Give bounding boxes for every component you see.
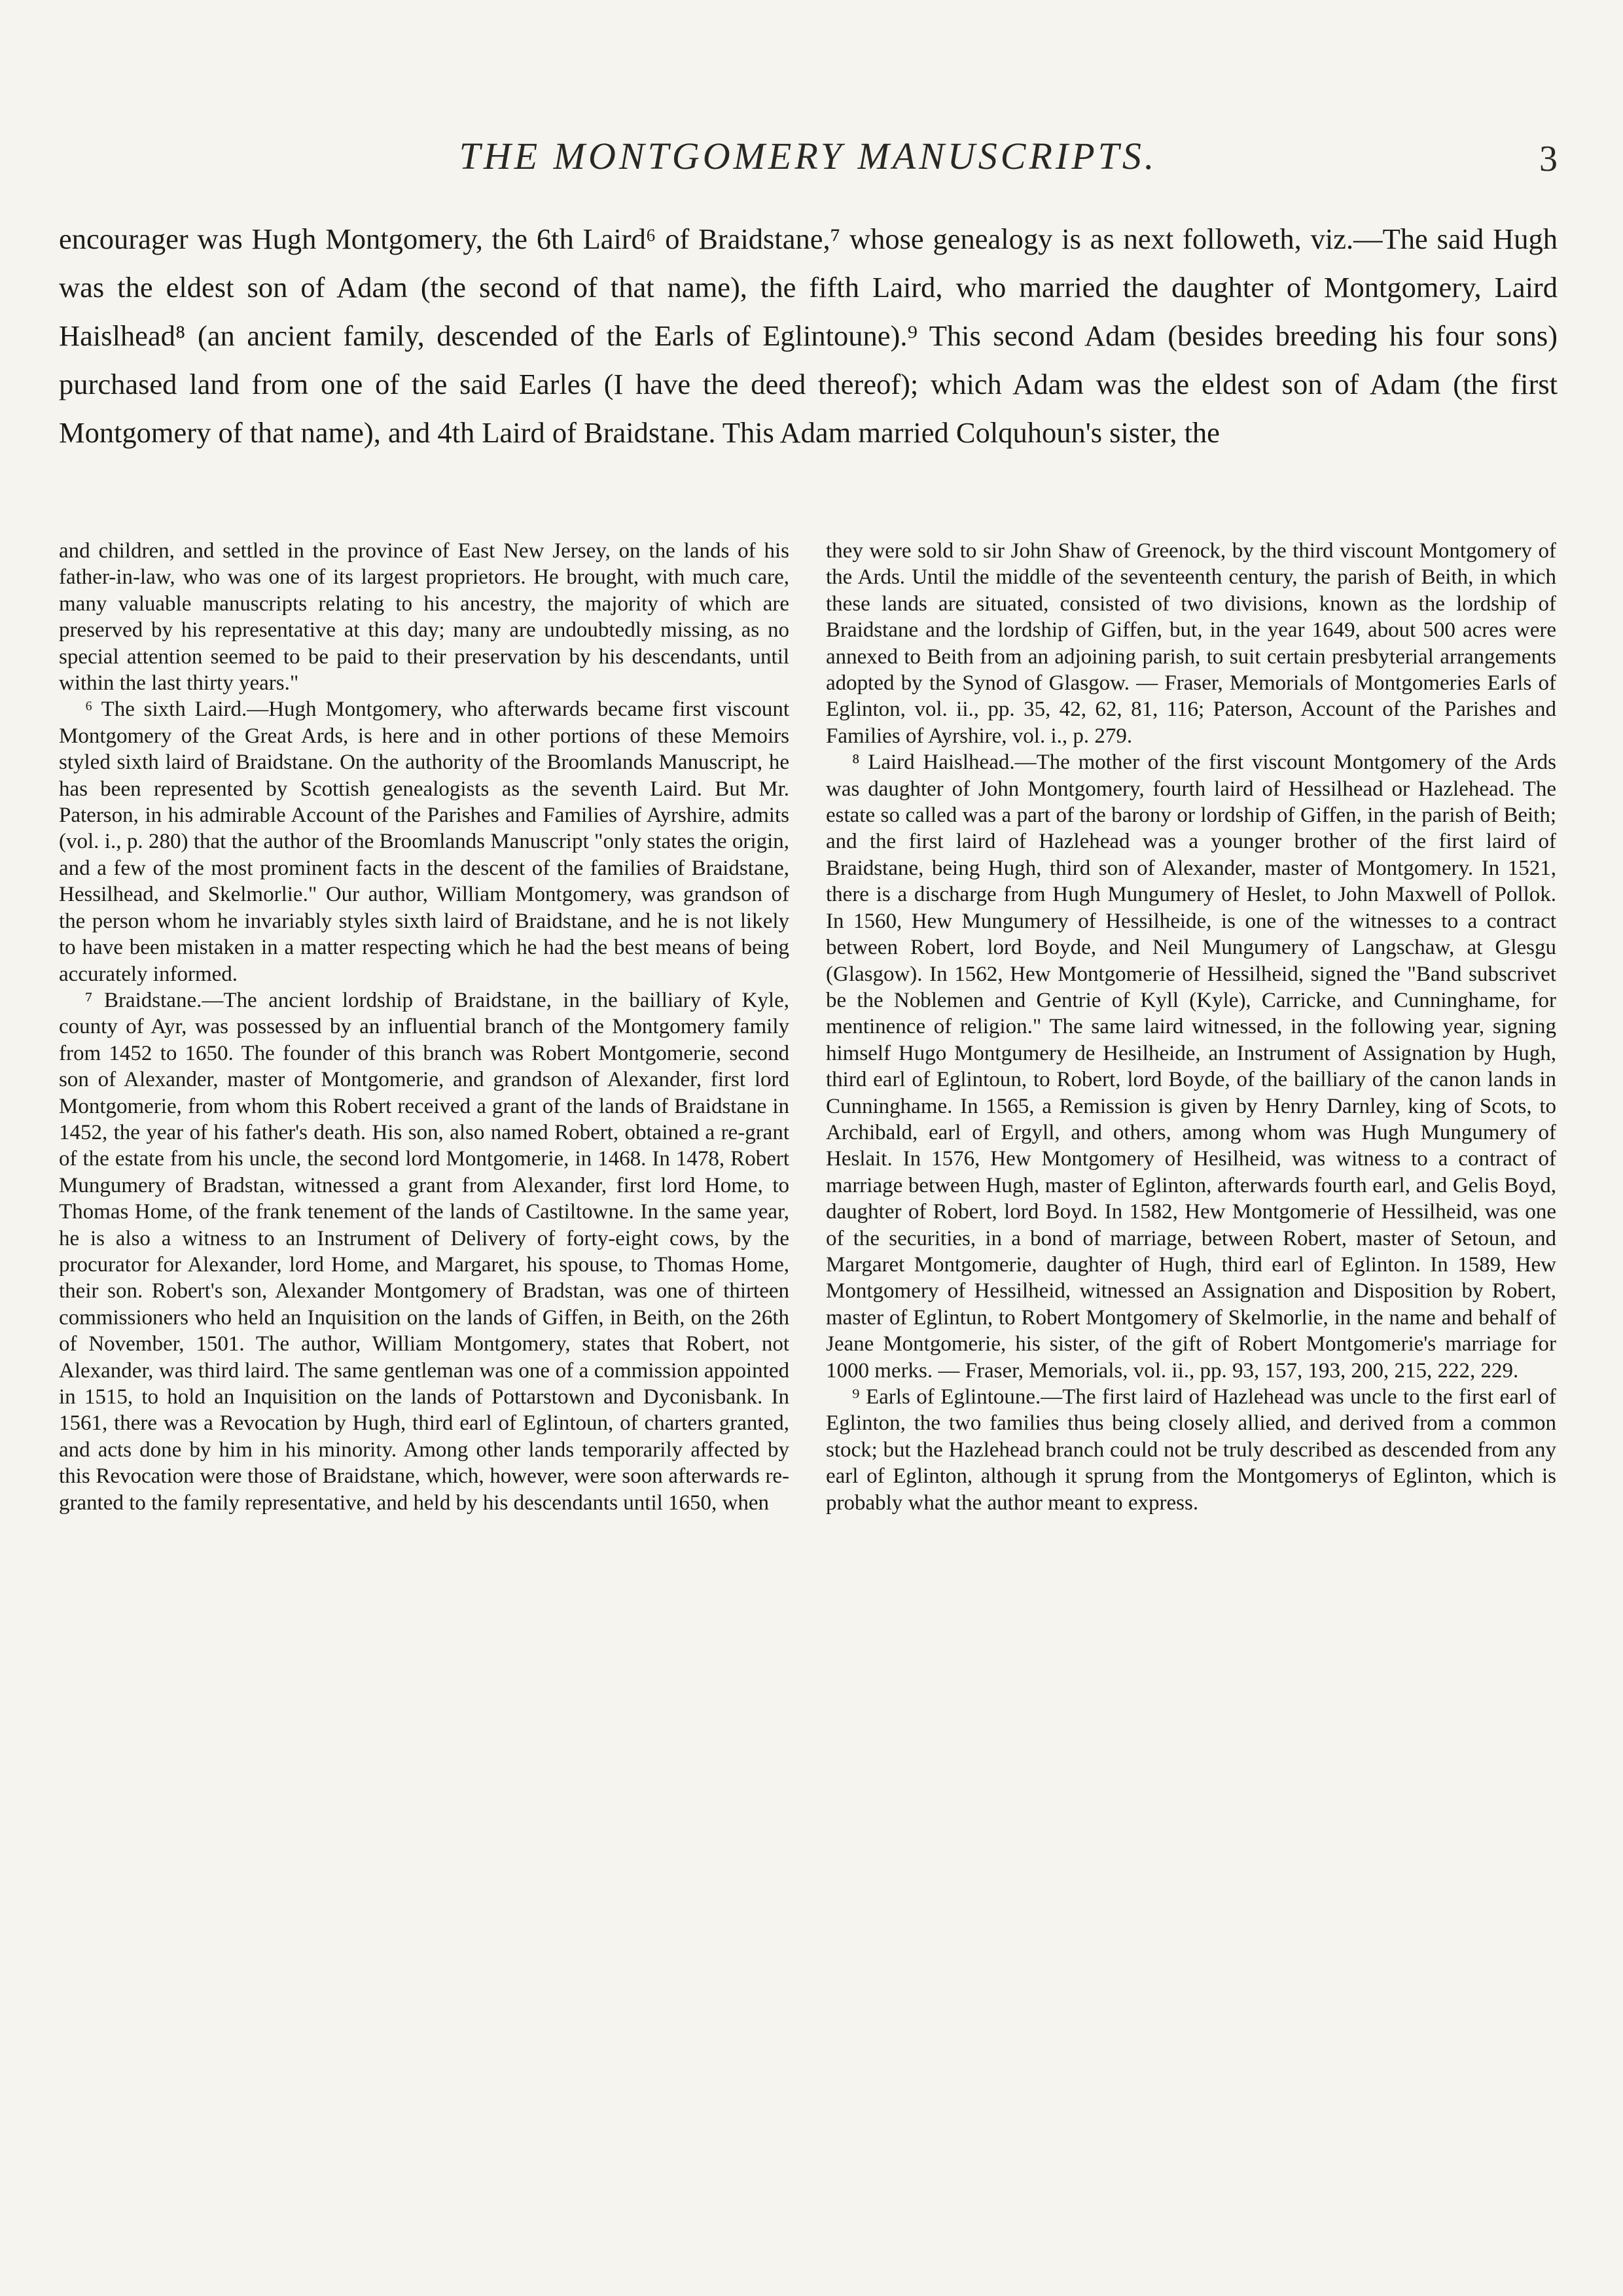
- footnote-8: ⁸ Laird Haislhead.—The mother of the first viscount Montgomery of the Ards was daughter of John Montgomery, fourth laird of Hessilhead or Hazlehead. The estate so called was a part of the barony or lordship of Giffen, in the parish of Beith; and the first laird of Hazlehead was a younger brother of the first laird of Braidstane, being Hugh, third son of Alexander, master of Montgomery. In 1521, there is a discharge from Hugh Mungumery of Heslet, to John Maxwell of Pollok. In 1560, Hew Mungumery of Hessilheide, is one of the witnesses to a contract between Robert, lord Boyde, and Neil Mungumery of Langschaw, at Glesgu (Glasgow). In 1562, Hew Montgomerie of Hessilheid, signed the "Band subscrivet be the Noblemen and Gentrie of Kyll (Kyle), Carricke, and Cunninghame, for mentinence of religion." The same laird witnessed, in the following year, signing himself Hugo Montgumery de Hesilheide, an Instrument of Assignation by Hugh, third earl of Eglintoun, to Robert, lord Boyde, of the bailliary of the canon lands in Cunninghame. In 1565, a Remission is given by Henry Darnley, king of Scots, to Archibald, earl of Ergyll, and others, among whom was Hugh Mungumery of Heslait. In 1576, Hew Montgomery of Hesilheid, was witness to a contract of marriage between Hugh, master of Eglinton, afterwards fourth earl, and Gelis Boyd, daughter of Robert, lord Boyd. In 1582, Hew Montgomerie of Hessilheid, was one of the securities, in a bond of marriage, between Robert, master of Setoun, and Margaret Montgomerie, daughter of Hugh, third earl of Eglinton. In 1589, Hew Montgomery of Hessilheid, witnessed an Assignation and Disposition by Robert, master of Eglintun, to Robert Montgomery of Skelmorlie, in the name and behalf of Jeane Montgomerie, his sister, of the gift of Robert Montgomerie's marriage for 1000 merks. — Fraser, Memorials, vol. ii., pp. 93, 157, 193, 200, 215, 222, 229.: [826, 751, 1556, 1383]
- page-number: 3: [1539, 139, 1558, 179]
- footnote-7: ⁷ Braidstane.—The ancient lordship of Braidstane, in the bailliary of Kyle, county of Ayr, was possessed by an influential branch of the Montgomery family from 1452 to 1650. The founder of this branch was Robert Montgomerie, second son of Alexander, master of Montgomerie, and grandson of Alexander, first lord Montgomerie, from whom this Robert received a grant of the lands of Braidstane in 1452, the year of his father's death. His son, also named Robert, obtained a re-grant of the estate from his uncle, the second lord Montgomerie, in 1468. In 1478, Robert Mungumery of Bradstan, witnessed a grant from Alexander, first lord Home, to Thomas Home, of the frank tenement of the lands of Castiltowne. In the same year, he is also a witness to an Instrument of Delivery of forty-eight cows, by the procurator for Alexander, lord Home, and Margaret, his spouse, to Thomas Home, their son. Robert's son, Alexander Montgomery of Bradstan, was one of thirteen commissioners who held an Inquisition on the lands of Giffen, in Beith, on the 26th of November, 1501. The author, William Montgomery, states that Robert, not Alexander, was third laird. The same gentleman was one of a commission appointed in 1515, to hold an Inquisition on the lands of Pottarstown and Dyconisbank. In 1561, there was a Revocation by Hugh, third earl of Eglintoun, of charters granted, and acts done by him in his minority. Among other lands temporarily affected by this Revocation were those of Braidstane, which, however, were soon afterwards re-granted to the family representative, and held by his descendants until 1650, when: [59, 988, 789, 1515]
- footnote-9: ⁹ Earls of Eglintoune.—The first laird of Hazlehead was uncle to the first earl of Eglinton, the two families thus being closely allied, and derived from a common stock; but the Hazlehead branch could not be truly described as descended from any earl of Eglinton, although it sprung from the Montgomerys of Eglinton, which is probably what the author meant to express.: [826, 1385, 1556, 1515]
- main-text: [59, 215, 1558, 457]
- page-header: [59, 134, 1558, 193]
- footnotes-left-column: [59, 538, 789, 1516]
- footnote-6: ⁶ The sixth Laird.—Hugh Montgomery, who afterwards became first viscount Montgomery of the Great Ards, is here and in other portions of these Memoirs styled sixth laird of Braidstane. On the authority of the Broomlands Manuscript, he has been represented by Scottish genealogists as the seventh Laird. But Mr. Paterson, in his admirable Account of the Parishes and Families of Ayrshire, admits (vol. i., p. 280) that the author of the Broomlands Manuscript "only states the origin, and a few of the most prominent facts in the descent of the families of Braidstane, Hessilhead, and Skelmorlie." Our author, William Montgomery, was grandson of the person whom he invariably styles sixth laird of Braidstane, and he is not likely to have been mistaken in a matter respecting which he had the best means of being accurately informed.: [59, 698, 789, 986]
- running-title: THE MONTGOMERY MANUSCRIPTS.: [459, 135, 1158, 177]
- footnotes-right-column: [826, 538, 1556, 1516]
- main-paragraph: encourager was Hugh Montgomery, the 6th Laird⁶ of Braidstane,⁷ whose genealogy is as next followeth, viz.—The said Hugh was the eldest son of Adam (the second of that name), the fifth Laird, who married the daughter of Montgomery, Laird Haislhead⁸ (an ancient family, descended of the Earls of Eglintoune).⁹ This second Adam (besides breeding his four sons) purchased land from one of the said Earles (I have the deed thereof); which Adam was the eldest son of Adam (the first Montgomery of that name), and 4th Laird of Braidstane. This Adam married Colquhoun's sister, the: [59, 222, 1558, 449]
- footnote-continuation: and children, and settled in the province of East New Jersey, on the lands of his father-in-law, who was one of its largest proprietors. He brought, with much care, many valuable manuscripts relating to his ancestry, the majority of which are preserved by his representative at this day; many are undoubtedly missing, as no special attention seemed to be paid to their preservation by his descendants, until within the last thirty years.": [59, 539, 789, 696]
- footnote-7-continuation: they were sold to sir John Shaw of Greenock, by the third viscount Montgomery of the Ards. Until the middle of the seventeenth century, the parish of Beith, in which these lands are situated, consisted of two divisions, known as the lordship of Braidstane and the lordship of Giffen, but, in the year 1649, about 500 acres were annexed to Beith from an adjoining parish, to suit certain presbyterial arrangements adopted by the Synod of Glasgow. — Fraser, Memorials of Montgomeries Earls of Eglinton, vol. ii., pp. 35, 42, 62, 81, 116; Paterson, Account of the Parishes and Families of Ayrshire, vol. i., p. 279.: [826, 539, 1556, 748]
